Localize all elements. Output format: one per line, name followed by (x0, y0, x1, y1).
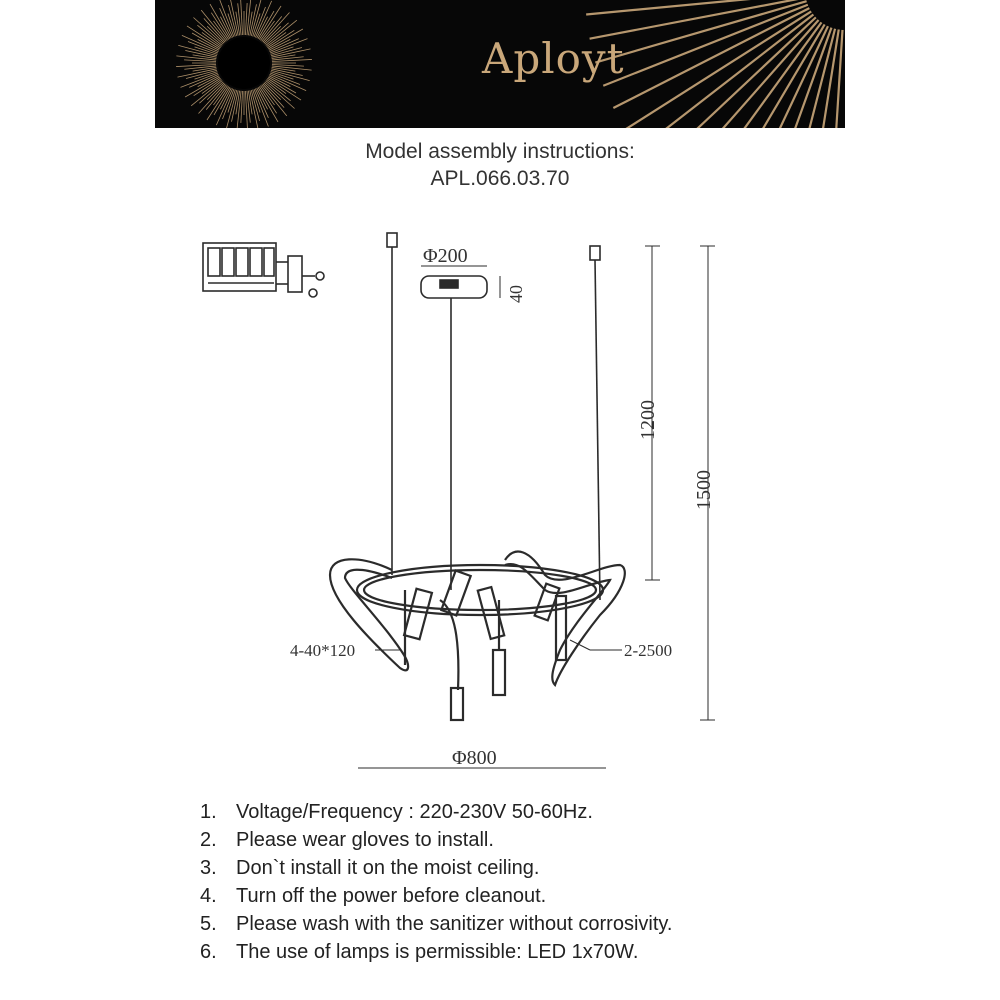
technical-drawing (0, 200, 1000, 790)
list-item: 1. Voltage/Frequency : 220-230V 50-60Hz. (200, 801, 593, 823)
list-item: 5. Please wash with the sanitizer without corrosivity. (200, 913, 673, 935)
list-item: 6. The use of lamps is permissible: LED 1x70W. (200, 941, 639, 963)
cable-length-label: 1200 (637, 400, 659, 440)
ceiling-canopy (421, 276, 487, 590)
list-item: 2. Please wear gloves to install. (200, 829, 494, 851)
canopy-height-label: 40 (506, 285, 526, 303)
chandelier-fixture (330, 552, 625, 720)
wiring-diagram-icon (203, 243, 324, 297)
ring-diameter-label: Φ800 (452, 747, 497, 769)
document-title: Model assembly instructions: (365, 140, 635, 163)
instructions-list (200, 798, 672, 966)
list-item: 3. Don`t install it on the moist ceiling. (200, 857, 540, 879)
header-banner (155, 0, 845, 128)
canopy-diameter-label: Φ200 (423, 245, 468, 267)
sun-disc-icon (218, 37, 270, 89)
ring-label: 2-2500 (624, 641, 673, 660)
model-number: APL.066.03.70 (430, 167, 570, 190)
suspension-cables (387, 233, 600, 600)
brand-logo-text: Aployt (482, 34, 625, 83)
total-height-label: 1500 (693, 470, 715, 510)
spot-size-label: 4-40*120 (290, 641, 356, 660)
list-item: 4. Turn off the power before cleanout. (200, 885, 547, 907)
